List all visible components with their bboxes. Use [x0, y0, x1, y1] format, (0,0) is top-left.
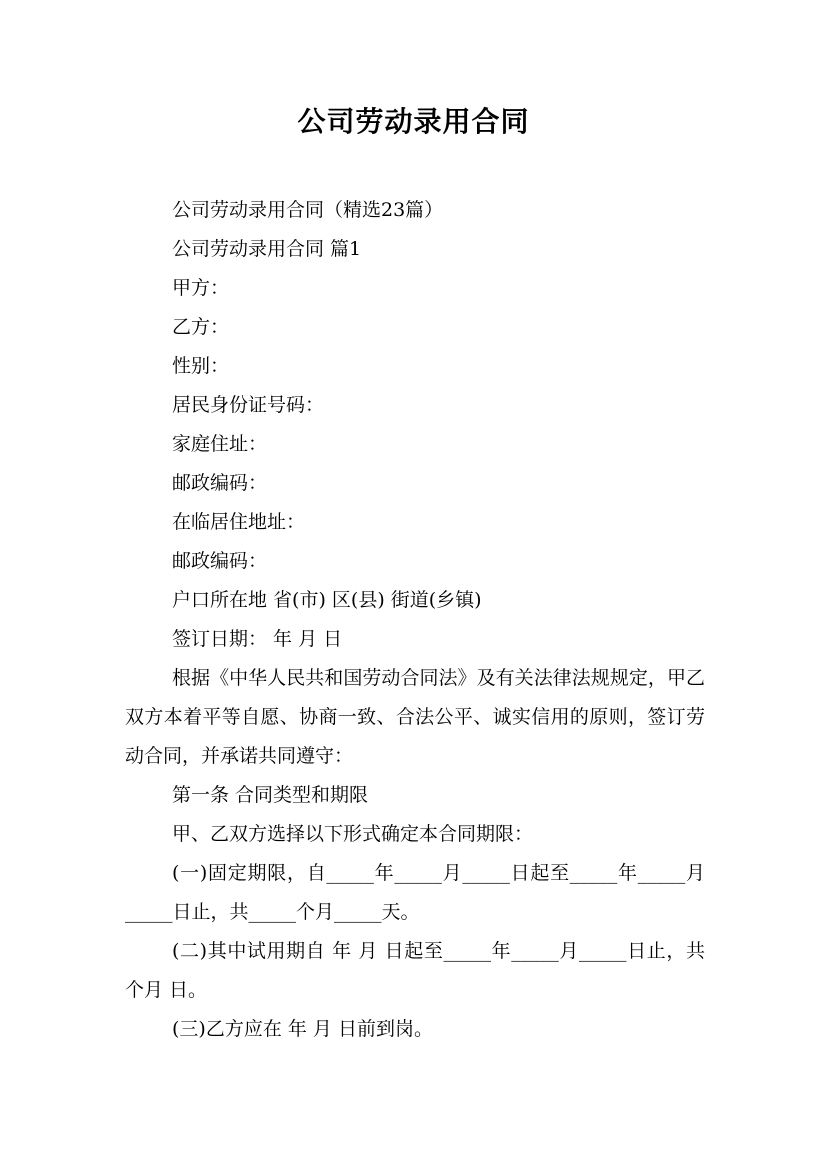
- paragraph-preamble: 根据《中华人民共和国劳动合同法》及有关法律法规规定，甲乙双方本着平等自愿、协商一致、合法公平、诚实信用的原则，签订劳动合同，并承诺共同遵守：: [125, 667, 705, 767]
- paragraph-fixed-term: (一)固定期限，自_____年_____月_____日起至_____年_____月_____日止，共_____个月_____天。: [125, 862, 705, 923]
- document-body: [125, 191, 712, 1049]
- paragraph-gender: 性别：: [172, 355, 230, 377]
- paragraph-postal-code-2: 邮政编码：: [172, 550, 268, 572]
- paragraph-party-b: 乙方：: [172, 316, 230, 338]
- paragraph-temp-address: 在临居住地址：: [172, 511, 306, 533]
- paragraph-term-intro: 甲、乙双方选择以下形式确定本合同期限：: [172, 823, 534, 845]
- paragraph-home-address: 家庭住址：: [172, 433, 268, 455]
- paragraph-postal-code-1: 邮政编码：: [172, 472, 268, 494]
- paragraph-subtitle: 公司劳动录用合同（精选23篇）: [172, 199, 444, 221]
- document-title: 公司劳动录用合同: [297, 105, 530, 138]
- paragraph-household-registration: 户口所在地 省(市) 区(县) 街道(乡镇): [172, 589, 482, 611]
- paragraph-section-heading: 公司劳动录用合同 篇1: [172, 238, 362, 260]
- paragraph-article-1-heading: 第一条 合同类型和期限: [172, 784, 369, 806]
- paragraph-probation: (二)其中试用期自 年 月 日起至_____年_____月_____日止，共 个月 日。: [125, 940, 712, 1001]
- paragraph-report-date: (三)乙方应在 年 月 日前到岗。: [172, 1018, 433, 1040]
- paragraph-signing-date: 签订日期： 年 月 日: [172, 628, 343, 650]
- paragraph-id-number: 居民身份证号码：: [172, 394, 325, 416]
- paragraph-party-a: 甲方：: [172, 277, 230, 299]
